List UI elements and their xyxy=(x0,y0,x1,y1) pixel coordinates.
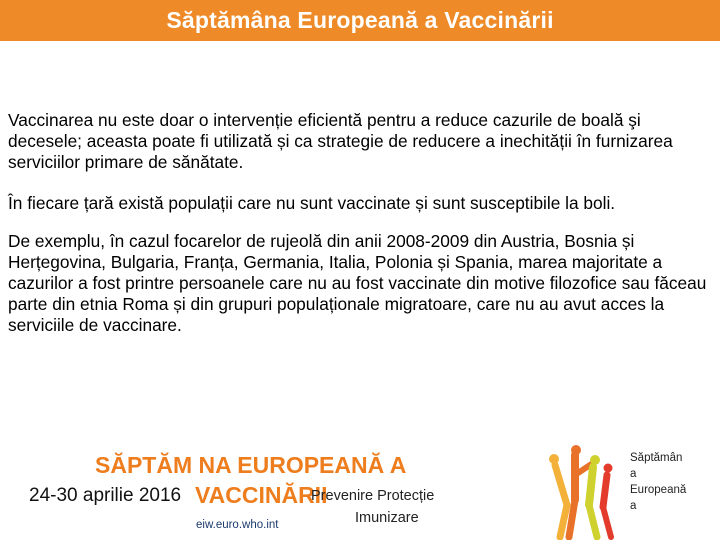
side-label-line: Europeană xyxy=(630,484,687,496)
campaign-figures-logo-icon xyxy=(545,445,623,540)
event-title-line2: VACCINĂRII xyxy=(195,482,328,508)
page-title: Săptămâna Europeană a Vaccinării xyxy=(166,7,554,33)
paragraph-1: Vaccinarea nu este doar o intervenție eficientă pentru a reduce cazurile de boală şi decesele; aceasta poate fi utilizată și ca strategie de reducere a inechității în furnizarea serviciilor primare de sănătate. xyxy=(8,110,673,172)
event-dates: 24-30 aprilie 2016 xyxy=(29,485,182,506)
side-label-line: Săptămân xyxy=(630,452,683,464)
paragraph-3: De exemplu, în cazul focarelor de rujeolă din anii 2008-2009 din Austria, Bosnia și Herțegovina, Bulgaria, Franța, Germania, Italia, Polonia și Spania, marea majoritate a cazurilor a fost printre persoanele care nu au fost vaccinate din motive filozofice sau făceau parte din etnia Roma și din grupuri populaționale migratoare, care nu au avut acces la serviciile de vaccinare. xyxy=(8,231,707,335)
side-label-line: a xyxy=(630,468,637,480)
footer-banner xyxy=(0,440,720,540)
event-tagline-2: Imunizare xyxy=(355,510,419,526)
header-bar xyxy=(0,0,720,41)
event-title-line1: SĂPTĂM NA EUROPEANĂ A xyxy=(95,452,407,478)
side-label-line: a xyxy=(630,500,637,512)
event-tagline: Prevenire Protecție xyxy=(311,488,435,504)
paragraph-2: În fiecare țară există populații care nu sunt vaccinate și sunt susceptibile la boli. xyxy=(8,193,616,213)
body-text xyxy=(8,110,708,356)
event-url-link[interactable]: eiw.euro.who.int xyxy=(196,519,279,531)
side-label xyxy=(630,450,716,514)
